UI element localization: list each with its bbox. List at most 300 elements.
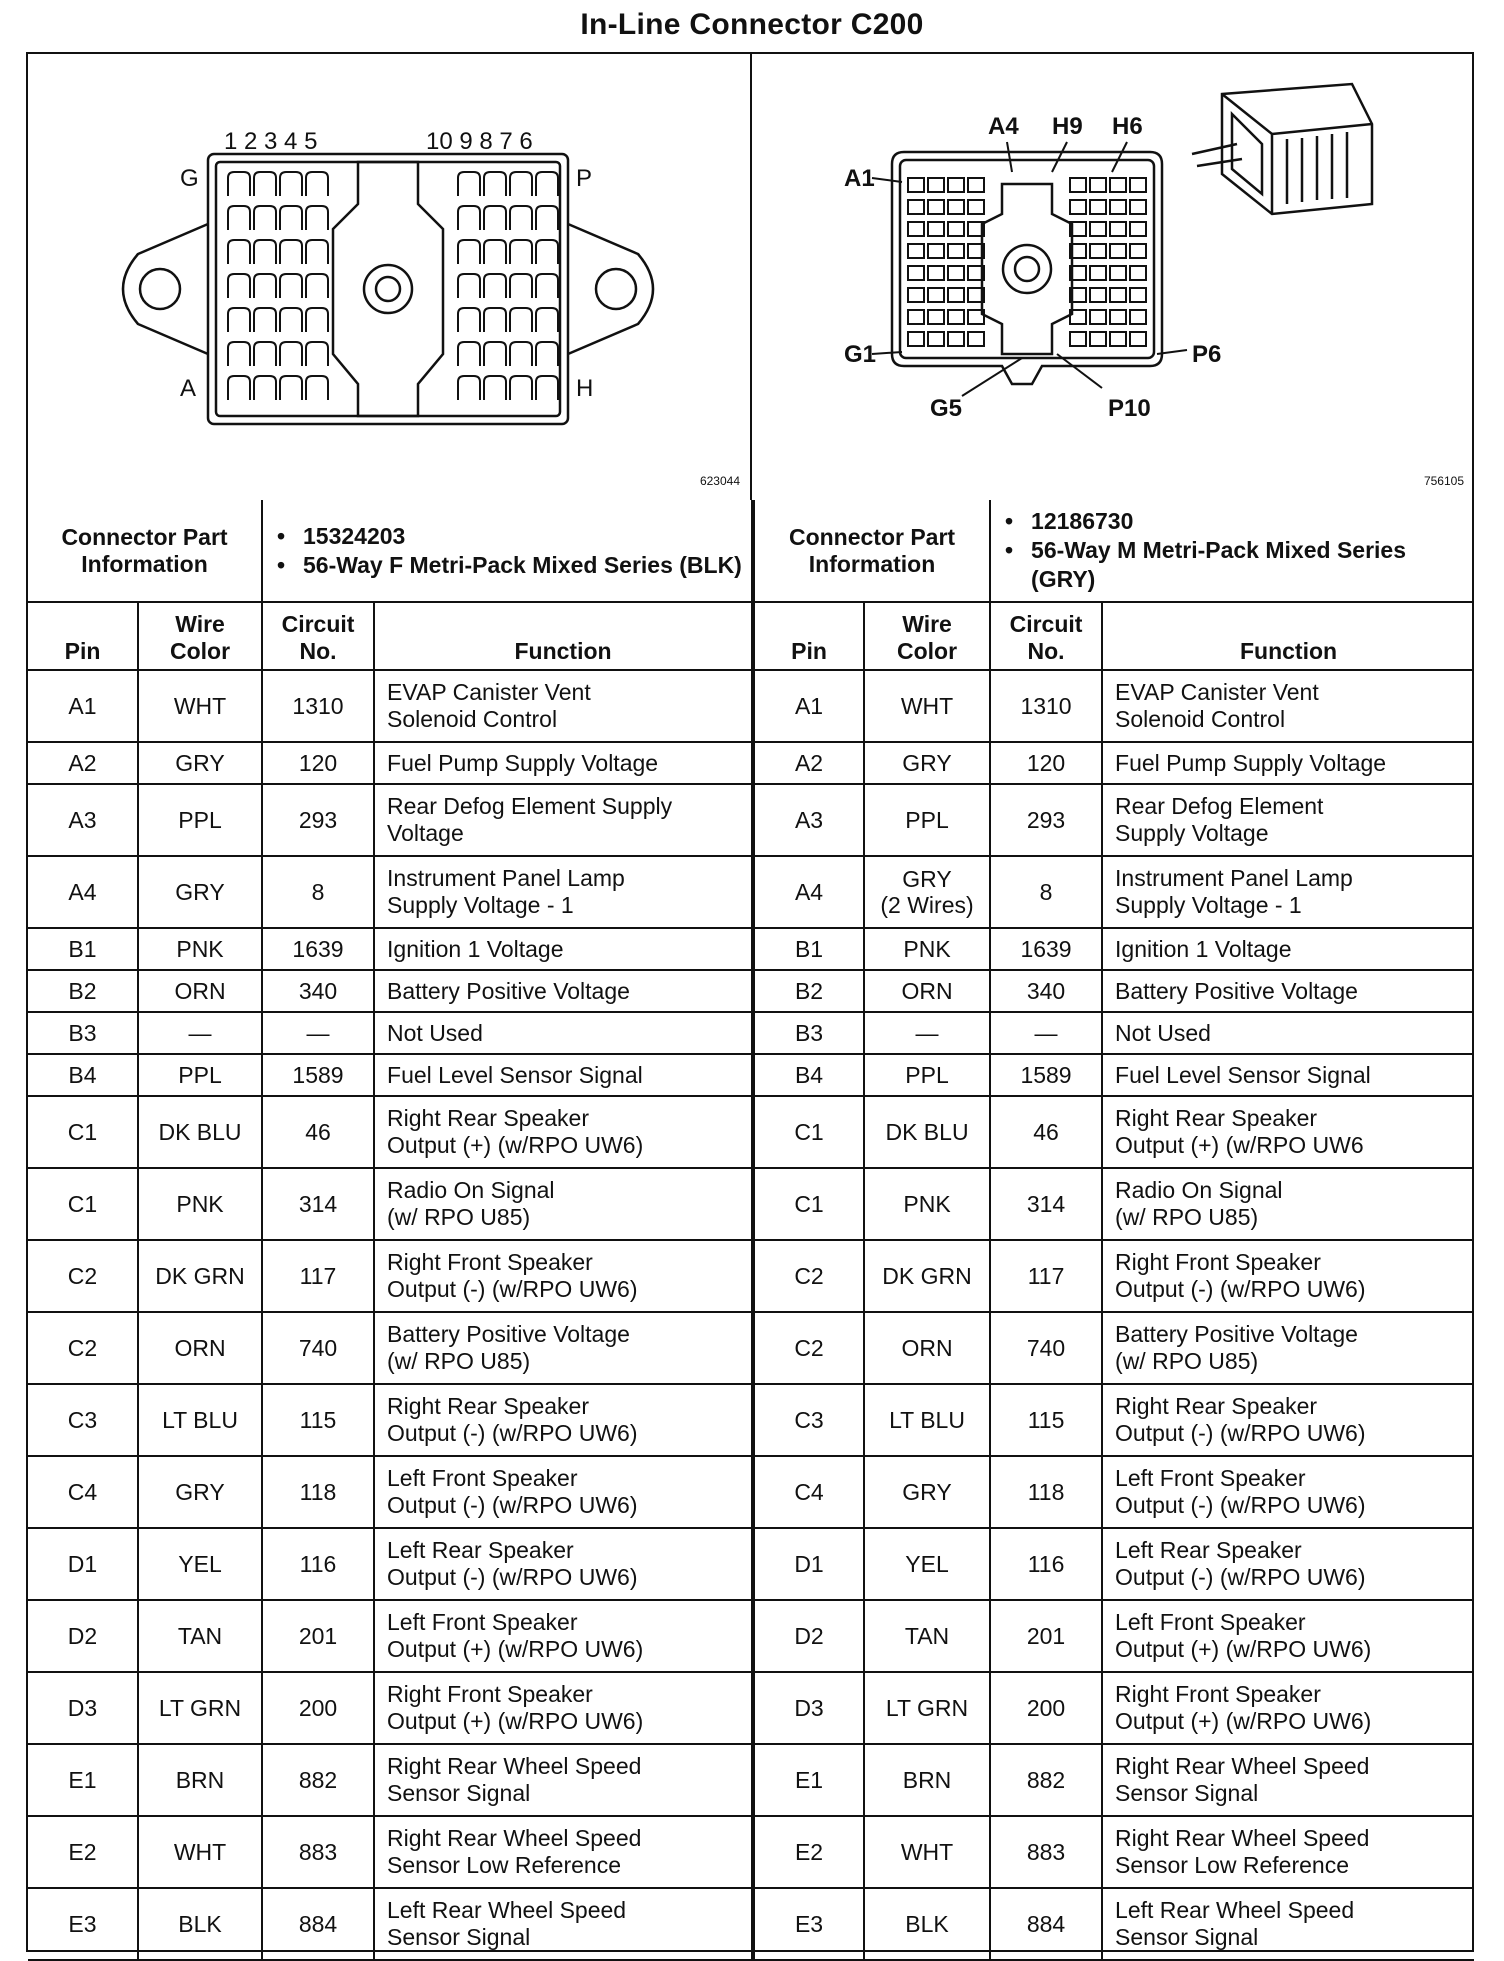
circuit-cell [990, 928, 1102, 970]
function-cell [1102, 856, 1474, 928]
circuit-cell [990, 784, 1102, 856]
circuit-cell [262, 1888, 374, 1960]
function-cell-text: Output (-) (w/RPO UW6) [387, 1276, 638, 1302]
cavity [458, 172, 480, 196]
cavity [1130, 266, 1146, 280]
circuit-cell-text: 1310 [292, 692, 344, 719]
function-cell [374, 1672, 752, 1744]
circuit-cell [262, 1816, 374, 1888]
cavity [306, 376, 328, 400]
circuit-cell-text: 1310 [1020, 692, 1072, 719]
wire-color-cell [864, 784, 990, 856]
circuit-cell-text: 740 [1026, 1334, 1066, 1361]
wire-color-cell [864, 856, 990, 928]
circuit-cell [262, 1096, 374, 1168]
circuit-cell [990, 1888, 1102, 1960]
wire-color-cell-text: ORN [901, 978, 953, 1004]
function-cell-text: Sensor Signal [1115, 1924, 1259, 1950]
cavity [536, 342, 558, 366]
function-cell-text: Right Front Speaker [1115, 1249, 1321, 1275]
pin-numbers-1-5: 1 2 3 4 5 [224, 128, 318, 155]
part-info-row [754, 500, 1474, 602]
circuit-cell [990, 1384, 1102, 1456]
pin-row [28, 1456, 752, 1528]
wire-color-cell-text: GRY [902, 866, 952, 892]
cavity [948, 310, 964, 324]
pin-cell [28, 1054, 138, 1096]
function-cell-text: (w/ RPO U85) [1115, 1204, 1259, 1230]
cavity [536, 308, 558, 332]
circuit-cell [990, 1054, 1102, 1096]
pin-cell [28, 1744, 138, 1816]
function-cell [374, 1744, 752, 1816]
cavity [484, 342, 506, 366]
pin-row [754, 1672, 1474, 1744]
wire-color-cell-text: GRY [902, 750, 952, 776]
wire-color-cell-text: WHT [900, 1839, 954, 1865]
pin-row [754, 928, 1474, 970]
male-center-key [982, 184, 1072, 354]
pin-cell [754, 1600, 864, 1672]
wire-color-cell [864, 1528, 990, 1600]
wire-color-cell [138, 1672, 262, 1744]
cavity [1090, 288, 1106, 302]
cavity [1110, 200, 1126, 214]
cavity [484, 206, 506, 230]
circuit-cell [262, 1528, 374, 1600]
wire-color-cell-text: DK GRN [155, 1263, 245, 1289]
cavity [1130, 310, 1146, 324]
female-pinout-table [28, 500, 753, 1961]
pin-row [28, 1384, 752, 1456]
wire-color-cell [864, 1312, 990, 1384]
circuit-cell [990, 1528, 1102, 1600]
wire-color-cell-text: YEL [905, 1551, 949, 1577]
cavity [1090, 200, 1106, 214]
wire-color-cell-text: PPL [178, 807, 222, 833]
circuit-cell [262, 742, 374, 784]
pin-cell-text: A3 [68, 806, 97, 833]
cavity [948, 332, 964, 346]
function-cell [374, 1012, 752, 1054]
wire-color-header: Wire Color [864, 602, 990, 670]
cavity [1110, 332, 1126, 346]
circuit-cell [262, 1600, 374, 1672]
cavity [510, 206, 532, 230]
wire-color-cell [138, 1096, 262, 1168]
cavity-callout-a1: A1 [844, 165, 875, 192]
cavity [1130, 222, 1146, 236]
cavity [280, 274, 302, 298]
male-center-bolt [1003, 245, 1051, 293]
wire-color-cell-text: PPL [905, 1062, 949, 1088]
cavity [306, 172, 328, 196]
function-cell [374, 1816, 752, 1888]
pin-cell [28, 1384, 138, 1456]
cavity [1110, 266, 1126, 280]
wire-color-cell-text: PPL [905, 807, 949, 833]
function-cell [374, 1888, 752, 1960]
pin-cell [28, 856, 138, 928]
wire-color-cell [864, 1456, 990, 1528]
cavity [228, 206, 250, 230]
circuit-cell [262, 1384, 374, 1456]
pin-cell [754, 1096, 864, 1168]
wire-color-cell-text: PPL [178, 1062, 222, 1088]
connector-body [208, 154, 568, 424]
cavity [1070, 178, 1086, 192]
circuit-cell-text: 118 [299, 1478, 337, 1505]
pin-cell [754, 856, 864, 928]
wire-color-header: Wire Color [138, 602, 262, 670]
circuit-cell [262, 856, 374, 928]
circuit-cell-text: 884 [298, 1910, 338, 1937]
pin-cell-text: C4 [794, 1478, 824, 1505]
cavity [908, 244, 924, 258]
circuit-cell-text: 293 [298, 806, 338, 833]
wire-color-cell [138, 928, 262, 970]
part-info-values [262, 500, 752, 602]
pin-cell [28, 1096, 138, 1168]
wire-color-cell-text: BLK [905, 1911, 949, 1937]
function-cell [1102, 1312, 1474, 1384]
pin-row [28, 1054, 752, 1096]
function-cell-text: EVAP Canister Vent [1115, 679, 1319, 705]
circuit-cell-text: 200 [298, 1694, 338, 1721]
pin-row [754, 1744, 1474, 1816]
function-cell-text: Sensor Low Reference [1115, 1852, 1349, 1878]
column-header-row [28, 602, 752, 670]
function-cell-text: Right Front Speaker [387, 1249, 593, 1275]
pin-cell [28, 1888, 138, 1960]
circuit-cell-text: 120 [1026, 749, 1066, 776]
wire-color-cell [864, 1096, 990, 1168]
function-cell [374, 742, 752, 784]
pin-row [754, 1012, 1474, 1054]
part-info-label: Connector Part Information [754, 500, 990, 602]
column-header-row [754, 602, 1474, 670]
wire-color-cell-text: WHT [900, 693, 954, 719]
cavity [306, 274, 328, 298]
pin-cell [754, 1384, 864, 1456]
pin-row [754, 1312, 1474, 1384]
wire-color-cell-text: (2 Wires) [880, 892, 974, 918]
circuit-cell-text: 884 [1026, 1910, 1066, 1937]
function-cell-text: Left Rear Wheel Speed [1115, 1897, 1355, 1923]
function-cell-text: Output (+) (w/RPO UW6) [387, 1132, 644, 1158]
wire-color-cell [864, 928, 990, 970]
pin-row [754, 1456, 1474, 1528]
cavity [280, 376, 302, 400]
circuit-cell [262, 1312, 374, 1384]
circuit-cell-text: 201 [298, 1622, 338, 1649]
cavity [536, 206, 558, 230]
wire-color-cell-text: LT GRN [158, 1695, 242, 1721]
pin-cell-text: E3 [68, 1910, 97, 1937]
function-cell-text: Output (+) (w/RPO UW6) [1115, 1636, 1372, 1662]
cavity [928, 200, 944, 214]
wire-color-cell [138, 1744, 262, 1816]
function-cell-text: Sensor Signal [387, 1780, 531, 1806]
circuit-cell-text: 740 [298, 1334, 338, 1361]
wire-color-cell [138, 1816, 262, 1888]
function-cell [374, 1096, 752, 1168]
page-title: In-Line Connector C200 [580, 8, 924, 41]
pin-header: Pin [754, 602, 864, 670]
pin-row [28, 1528, 752, 1600]
pin-row [754, 1168, 1474, 1240]
wire-color-cell [864, 1012, 990, 1054]
function-cell-text: Left Rear Speaker [1115, 1537, 1302, 1563]
cavity [928, 244, 944, 258]
wire-color-cell-text: LT GRN [885, 1695, 969, 1721]
wire-color-cell-text: WHT [173, 693, 227, 719]
pin-cell [754, 1312, 864, 1384]
connector-isometric-view [1192, 84, 1372, 214]
cavity [280, 172, 302, 196]
part-info-values [990, 500, 1474, 602]
circuit-cell-text: 340 [298, 977, 338, 1004]
wire-color-cell [138, 1600, 262, 1672]
function-cell [374, 1384, 752, 1456]
pin-cell-text: C1 [67, 1118, 98, 1145]
circuit-cell [262, 670, 374, 742]
circuit-cell [990, 1096, 1102, 1168]
cavity [484, 274, 506, 298]
function-cell-text: Fuel Level Sensor Signal [1115, 1061, 1371, 1088]
pin-cell [28, 1012, 138, 1054]
function-cell-text: Left Front Speaker [1115, 1465, 1306, 1491]
circuit-cell-text: 115 [1027, 1406, 1065, 1433]
pin-row [28, 784, 752, 856]
cavity [948, 222, 964, 236]
function-cell-text: Rear Defog Element [1115, 793, 1324, 819]
pin-row [28, 856, 752, 928]
pin-cell [28, 1528, 138, 1600]
wire-color-cell [138, 742, 262, 784]
row-label-h: H [576, 375, 594, 402]
function-cell [1102, 928, 1474, 970]
function-cell-text: Output (-) (w/RPO UW6) [1115, 1564, 1366, 1590]
function-cell-text: Output (-) (w/RPO UW6) [1115, 1276, 1366, 1302]
circuit-cell-text: 8 [311, 878, 325, 905]
function-cell [1102, 1816, 1474, 1888]
function-cell-text: Output (-) (w/RPO UW6) [387, 1564, 638, 1590]
part-description: • 56-Way M Metri-Pack Mixed Series (GRY) [1031, 536, 1468, 594]
pin-row [754, 1240, 1474, 1312]
function-header: Function [374, 602, 752, 670]
wire-color-cell-text: GRY [902, 1479, 952, 1505]
cavity [280, 342, 302, 366]
female-connector-drawing [28, 54, 750, 500]
function-cell-text: Right Rear Speaker [1115, 1393, 1318, 1419]
wire-color-cell-text: BLK [178, 1911, 222, 1937]
wire-color-cell [138, 784, 262, 856]
cavity [968, 200, 984, 214]
pin-cell [754, 1672, 864, 1744]
pin-row [754, 1816, 1474, 1888]
pin-row [28, 1672, 752, 1744]
circuit-cell [990, 1168, 1102, 1240]
male-terminal-cavities [908, 178, 1146, 346]
wire-color-cell [864, 1672, 990, 1744]
function-cell [1102, 1528, 1474, 1600]
pin-row [754, 1384, 1474, 1456]
circuit-cell [990, 1600, 1102, 1672]
pin-cell-text: D1 [67, 1550, 98, 1577]
cavity [1090, 266, 1106, 280]
function-cell [1102, 742, 1474, 784]
pin-cell-text: D3 [794, 1694, 824, 1721]
wire-color-cell [864, 1384, 990, 1456]
circuit-cell-text: 201 [1026, 1622, 1066, 1649]
circuit-cell-text: 46 [1033, 1118, 1059, 1145]
male-connector-body [892, 152, 1162, 384]
function-cell-text: Radio On Signal [387, 1177, 555, 1203]
cavity [1110, 222, 1126, 236]
cavity [536, 240, 558, 264]
wire-color-cell [138, 1054, 262, 1096]
function-cell-text: Left Rear Wheel Speed [387, 1897, 627, 1923]
figure-number: 623044 [699, 474, 740, 488]
function-cell-text: Instrument Panel Lamp [387, 865, 625, 891]
function-cell-text: Right Front Speaker [387, 1681, 593, 1707]
cavity [1130, 332, 1146, 346]
cavity [280, 308, 302, 332]
pin-cell-text: A2 [68, 749, 97, 776]
pin-row [754, 970, 1474, 1012]
circuit-cell-text: 340 [1026, 977, 1066, 1004]
function-cell [1102, 1744, 1474, 1816]
pin-cell [28, 784, 138, 856]
circuit-cell-text: 200 [1026, 1694, 1066, 1721]
function-cell-text: Output (-) (w/RPO UW6) [1115, 1420, 1366, 1446]
circuit-cell [262, 1012, 374, 1054]
circuit-cell [990, 1012, 1102, 1054]
cavity [280, 206, 302, 230]
function-cell [1102, 1600, 1474, 1672]
pin-cell-text: B1 [794, 935, 824, 962]
cavity [948, 288, 964, 302]
function-cell [1102, 1096, 1474, 1168]
connector-sheet [26, 52, 1474, 1952]
pin-cell [754, 1816, 864, 1888]
cavity [908, 222, 924, 236]
cavity [1070, 200, 1086, 214]
pin-cell [754, 1054, 864, 1096]
circuit-cell-text: 883 [1026, 1838, 1066, 1865]
wire-color-cell [138, 1888, 262, 1960]
cavity [1070, 332, 1086, 346]
pin-cell-text: C3 [794, 1406, 824, 1433]
cavity [1130, 244, 1146, 258]
cavity [458, 376, 480, 400]
wire-color-cell [138, 1384, 262, 1456]
cavity [228, 342, 250, 366]
pin-cell [28, 1672, 138, 1744]
circuit-cell [262, 1672, 374, 1744]
function-cell-text: Left Front Speaker [387, 1465, 578, 1491]
function-cell-text: Fuel Pump Supply Voltage [1115, 749, 1387, 776]
wire-color-cell-text: GRY [175, 750, 225, 776]
cavity [254, 206, 276, 230]
circuit-cell [990, 1312, 1102, 1384]
pin-cell-text: B2 [68, 977, 97, 1004]
pin-row [28, 1240, 752, 1312]
cavity [228, 172, 250, 196]
wire-color-cell-text: BRN [175, 1767, 225, 1793]
pin-cell [754, 1012, 864, 1054]
function-cell [1102, 1456, 1474, 1528]
circuit-cell [262, 1054, 374, 1096]
function-cell-text: Output (+) (w/RPO UW6) [1115, 1708, 1372, 1734]
function-cell [374, 1600, 752, 1672]
pin-row [28, 1600, 752, 1672]
function-cell [374, 1456, 752, 1528]
pin-row [28, 670, 752, 742]
wire-color-cell-text: DK BLU [158, 1119, 242, 1145]
cavity [536, 376, 558, 400]
function-cell-text: Battery Positive Voltage [1115, 977, 1358, 1004]
cavity [484, 376, 506, 400]
pin-row [28, 1012, 752, 1054]
circuit-cell-text: 117 [299, 1262, 337, 1289]
wire-color-cell-text: LT BLU [162, 1407, 238, 1433]
cavity [510, 342, 532, 366]
cavity [254, 240, 276, 264]
cavity [928, 222, 944, 236]
cavity-callout-g1: G1 [844, 341, 877, 368]
pin-row [754, 1600, 1474, 1672]
circuit-cell-text: 293 [1026, 806, 1066, 833]
male-pinout-table [753, 500, 1474, 1961]
function-cell-text: Output (-) (w/RPO UW6) [387, 1420, 638, 1446]
cavity [510, 308, 532, 332]
function-cell [1102, 970, 1474, 1012]
circuit-cell [262, 784, 374, 856]
wire-color-cell-text: TAN [904, 1623, 950, 1649]
circuit-cell-text: 882 [1026, 1766, 1066, 1793]
wire-color-cell [864, 1744, 990, 1816]
cavity [968, 332, 984, 346]
pin-cell [754, 1168, 864, 1240]
part-info-label: Connector Part Information [28, 500, 262, 602]
part-description: • 56-Way F Metri-Pack Mixed Series (BLK) [303, 551, 745, 580]
pin-cell-text: C1 [794, 1118, 824, 1145]
wire-color-cell-text: YEL [178, 1551, 222, 1577]
wire-color-cell-text: PNK [176, 936, 224, 962]
pin-row [28, 742, 752, 784]
function-cell-text: (w/ RPO U85) [387, 1204, 531, 1230]
cavity [254, 376, 276, 400]
function-cell-text: (w/ RPO U85) [387, 1348, 531, 1374]
function-cell-text: Right Rear Speaker [387, 1393, 590, 1419]
pin-cell-text: C1 [794, 1190, 824, 1217]
pin-row [28, 1744, 752, 1816]
wire-color-cell [864, 1600, 990, 1672]
wire-color-cell [864, 1168, 990, 1240]
cavity-callout-a4: A4 [988, 113, 1019, 140]
pin-cell-text: B1 [68, 935, 97, 962]
part-number: • 15324203 [303, 522, 745, 551]
circuit-cell [990, 856, 1102, 928]
pin-cell-text: A4 [794, 878, 824, 905]
circuit-cell-text: 117 [1027, 1262, 1065, 1289]
pin-row [754, 784, 1474, 856]
pin-cell [754, 970, 864, 1012]
function-cell [1102, 1888, 1474, 1960]
cavity [1110, 178, 1126, 192]
